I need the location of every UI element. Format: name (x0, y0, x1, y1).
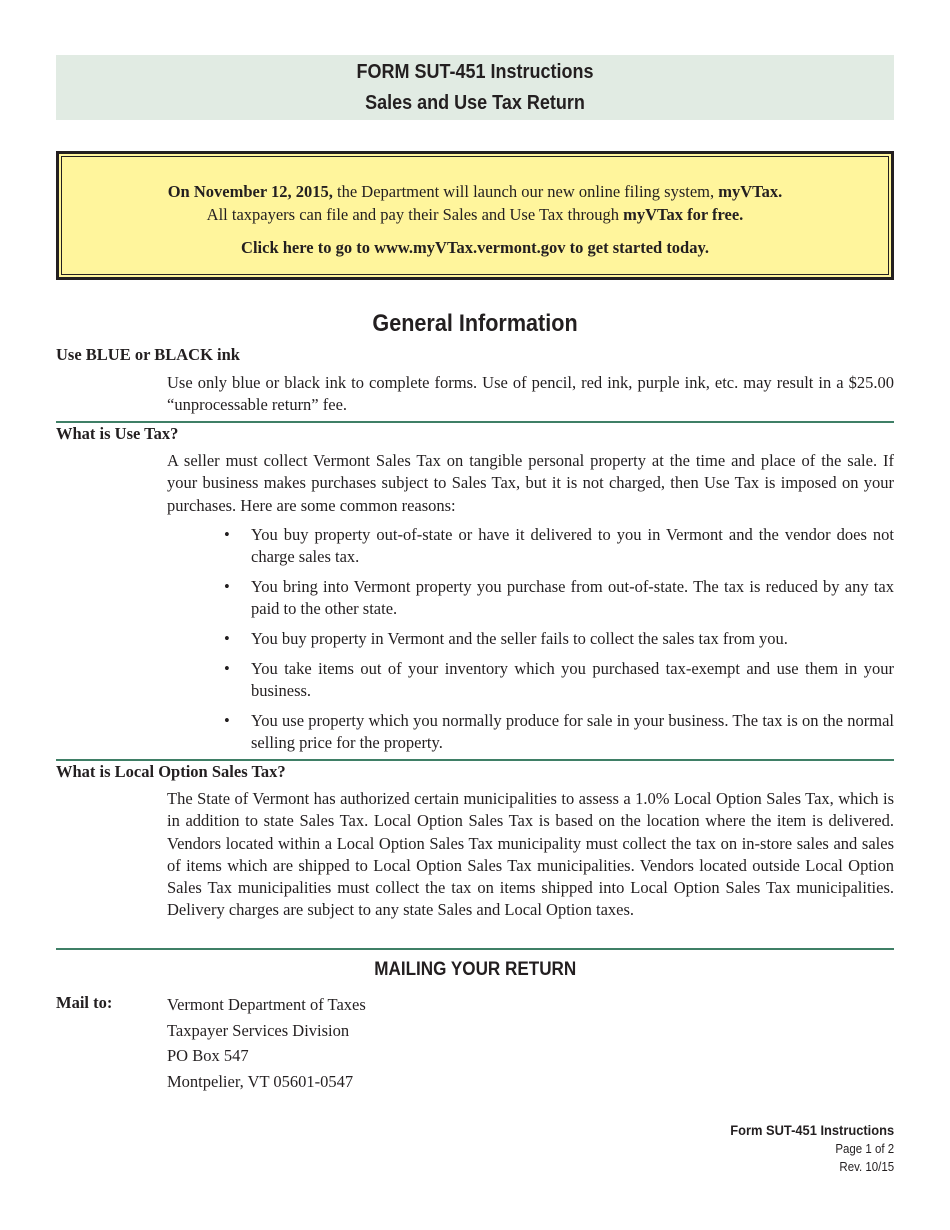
notice-brand: myVTax. (718, 182, 783, 201)
general-information-heading: General Information (372, 310, 578, 337)
address-line: Montpelier, VT 05601-0547 (167, 1071, 354, 1091)
form-title-banner (56, 55, 894, 120)
myvtax-notice-content (61, 156, 889, 275)
notice-line-1 (62, 180, 888, 203)
list-item: • You buy property in Vermont and the seller fails to collect the sales tax from you. (220, 628, 894, 650)
footer-page-number: Page 1 of 2 (835, 1142, 894, 1156)
footer-revision: Rev. 10/15 (839, 1160, 894, 1174)
ink-heading: Use BLUE or BLACK ink (56, 345, 240, 364)
use-tax-reasons (220, 524, 894, 754)
myvtax-notice-box (56, 151, 894, 280)
list-item: • You use property which you normally produce for sale in your business. The tax is on the normal selling price for the property. (220, 710, 894, 754)
form-title: FORM SUT-451 Instructions (356, 61, 594, 83)
list-item: • You take items out of your inventory which you purchased tax-exempt and use them in your business. (220, 658, 894, 702)
list-item: • You bring into Vermont property you purchase from out-of-state. The tax is reduced by any tax paid to the other state. (220, 576, 894, 620)
notice-date: On November 12, 2015, (167, 182, 333, 201)
myvtax-link[interactable]: Click here to go to www.myVTax.vermont.gov to get started today. (241, 238, 709, 257)
local-option-heading: What is Local Option Sales Tax? (56, 762, 286, 781)
notice-line2-text: All taxpayers can file and pay their Sales and Use Tax through (206, 205, 624, 224)
section-divider (56, 421, 894, 423)
use-tax-text: A seller must collect Vermont Sales Tax on tangible personal property at the time and place of the sale. If your business makes purchases subject to Sales Tax, but it is not charged, then Use Tax is imposed on your purchases. Here are some common reasons: (167, 451, 894, 515)
notice-line-2 (62, 203, 888, 226)
mail-to-label: Mail to: (56, 993, 113, 1012)
address-line: Vermont Department of Taxes (167, 995, 366, 1014)
footer-form-name: Form SUT-451 Instructions (730, 1122, 894, 1138)
list-item: • You buy property out-of-state or have it delivered to you in Vermont and the vendor does not charge sales tax. (220, 524, 894, 568)
use-tax-heading: What is Use Tax? (56, 424, 179, 443)
address-line: Taxpayer Services Division (167, 1020, 350, 1040)
address-line: PO Box 547 (167, 1046, 249, 1065)
ink-text: Use only blue or black ink to complete forms. Use of pencil, red ink, purple ink, etc. may result in a $25.00 “unprocessable return” fee. (167, 373, 894, 415)
mailing-heading: MAILING YOUR RETURN (373, 959, 577, 980)
local-option-text: The State of Vermont has authorized certain municipalities to assess a 1.0% Local Option Sales Tax, which is in addition to state Sales Tax. Local Option Sales Tax is based on the location where the item is delivered. Vendors located within a Local Option Sales Tax municipality must collect the tax on in-store sales and sales of items which are shipped to Local Option Sales Tax municipalities. Vendors located outside Local Option Sales Tax municipalities must collect the tax on items shipped into Local Option Sales Tax municipalities. Delivery charges are subject to any state Sales and Local Option taxes. (167, 789, 894, 920)
notice-free: myVTax for free. (623, 205, 744, 224)
form-subtitle: Sales and Use Tax Return (365, 92, 585, 114)
page-footer (716, 1121, 894, 1176)
section-divider (56, 948, 894, 950)
notice-line1-text: the Department will launch our new online filing system, (332, 182, 719, 201)
mailing-address (167, 992, 366, 1094)
